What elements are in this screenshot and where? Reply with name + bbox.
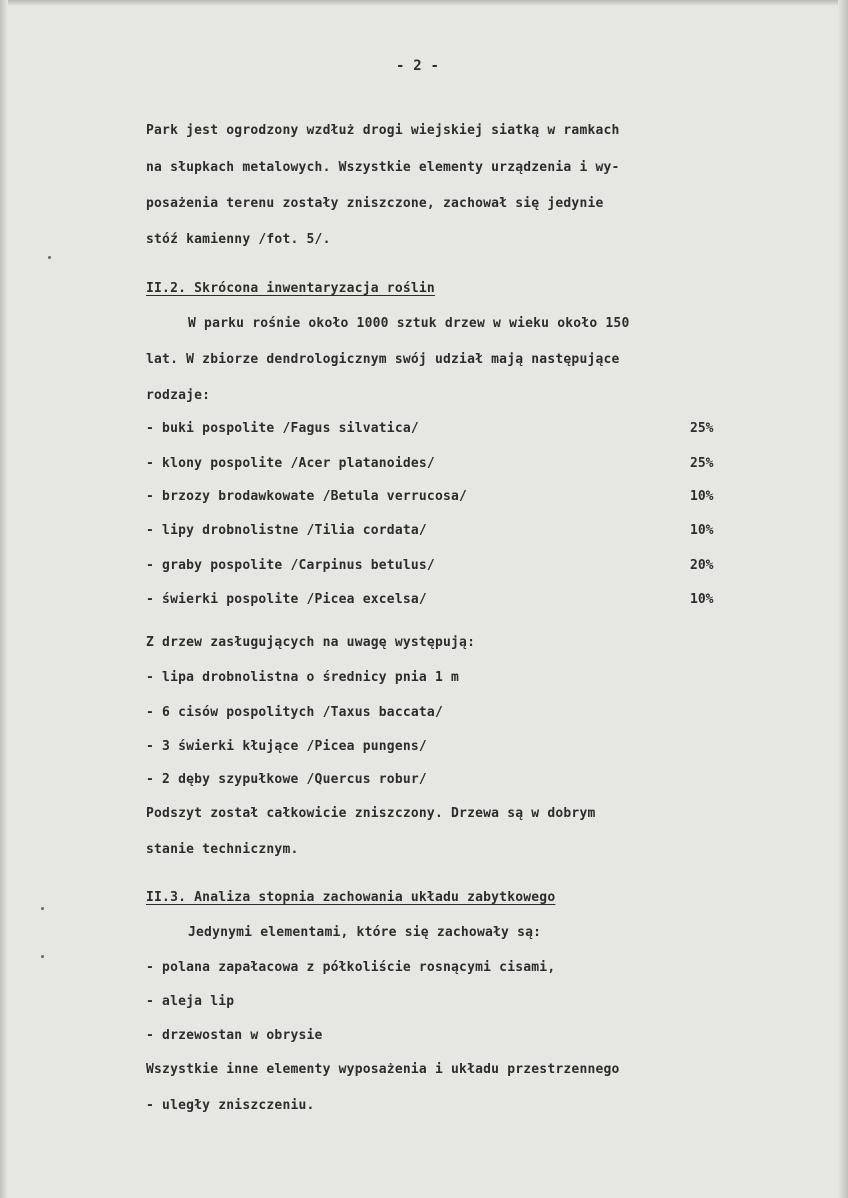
scan-speck <box>41 907 44 910</box>
notable-item: - 2 dęby szypułkowe /Quercus robur/ <box>146 772 427 787</box>
species-name: - świerki pospolite /Picea excelsa/ <box>146 592 427 607</box>
species-percent: 10% <box>690 523 714 538</box>
species-percent: 10% <box>690 489 714 504</box>
paragraph-line: Jedynymi elementami, które się zachowały są: <box>188 925 542 940</box>
closing-line: - uległy zniszczeniu. <box>146 1098 315 1113</box>
intro-line: stóź kamienny /fot. 5/. <box>146 232 331 247</box>
page-number: - 2 - <box>396 58 440 74</box>
paragraph-line: W parku rośnie około 1000 sztuk drzew w wieku około 150 <box>188 316 630 331</box>
section-heading: II.2. Skrócona inwentaryzacja roślin <box>146 281 435 296</box>
species-name: - klony pospolite /Acer platanoides/ <box>146 456 435 471</box>
scan-speck <box>48 256 51 259</box>
scan-speck <box>41 955 44 958</box>
list-item: - polana zapałacowa z półkoliście rosnącymi cisami, <box>146 960 556 975</box>
page-edge-top <box>0 0 848 6</box>
species-percent: 25% <box>690 456 714 471</box>
list-item: - drzewostan w obrysie <box>146 1028 323 1043</box>
intro-line: Park jest ogrodzony wzdłuż drogi wiejskiej siatką w ramkach <box>146 123 620 138</box>
list-item: - aleja lip <box>146 994 235 1009</box>
species-name: - graby pospolite /Carpinus betulus/ <box>146 558 435 573</box>
notable-item: - 3 świerki kłujące /Picea pungens/ <box>146 739 427 754</box>
notable-intro: Z drzew zasługujących na uwagę występują: <box>146 635 476 650</box>
closing-line: Podszyt został całkowicie zniszczony. Drzewa są w dobrym <box>146 806 596 821</box>
species-percent: 10% <box>690 592 714 607</box>
species-name: - lipy drobnolistne /Tilia cordata/ <box>146 523 427 538</box>
page-edge-left <box>0 0 8 1198</box>
species-percent: 20% <box>690 558 714 573</box>
notable-item: - lipa drobnolistna o średnicy pnia 1 m <box>146 670 460 685</box>
intro-line: na słupkach metalowych. Wszystkie elementy urządzenia i wy- <box>146 160 620 175</box>
page-edge-right <box>838 0 848 1198</box>
closing-line: Wszystkie inne elementy wyposażenia i układu przestrzennego <box>146 1062 620 1077</box>
species-name: - brzozy brodawkowate /Betula verrucosa/ <box>146 489 468 504</box>
notable-item: - 6 cisów pospolitych /Taxus baccata/ <box>146 705 443 720</box>
section-heading: II.3. Analiza stopnia zachowania układu zabytkowego <box>146 890 556 905</box>
species-name: - buki pospolite /Fagus silvatica/ <box>146 421 419 436</box>
closing-line: stanie technicznym. <box>146 842 299 857</box>
intro-line: posażenia terenu zostały zniszczone, zachował się jedynie <box>146 196 604 211</box>
paragraph-line: lat. W zbiorze dendrologicznym swój udział mają następujące <box>146 352 620 367</box>
paragraph-line: rodzaje: <box>146 388 211 403</box>
species-percent: 25% <box>690 421 714 436</box>
